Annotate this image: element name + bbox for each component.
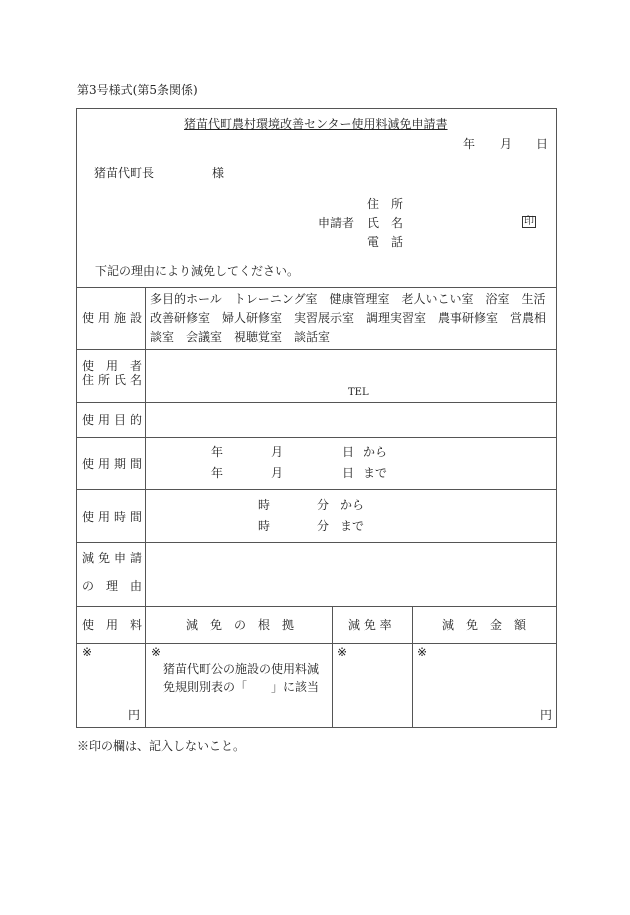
divider [412, 606, 413, 728]
time-from-hour: 時 [258, 498, 271, 512]
time-label: 使用時間 [82, 510, 147, 524]
addressee-honorific: 様 [212, 166, 225, 180]
period-to-year: 年 [211, 466, 224, 480]
facility-label: 使用施設 [82, 311, 147, 325]
user-label: 住所氏名 [82, 373, 147, 387]
time-from: から [340, 498, 365, 512]
divider [76, 643, 557, 644]
basis-text: 免規則別表の「 」に該当 [163, 680, 320, 694]
basis-text: 猪苗代町公の施設の使用料減 [163, 662, 320, 676]
applicant-name-label: 氏 名 [367, 216, 404, 230]
form-title: 猪苗代町農村環境改善センター使用料減免申請書 [184, 117, 448, 131]
facility-line: 多目的ホール トレーニング室 健康管理室 老人いこい室 浴室 生活 [150, 292, 546, 306]
divider [76, 542, 557, 543]
time-to-hour: 時 [258, 519, 271, 533]
divider [76, 437, 557, 438]
amount-header: 減 免 金 額 [442, 618, 527, 632]
divider [76, 489, 557, 490]
divider [332, 606, 333, 728]
divider [76, 402, 557, 403]
fee-header: 使 用 料 [82, 618, 143, 632]
reason-label: 減免申請 [82, 551, 147, 565]
applicant-address-label: 住 所 [367, 197, 404, 211]
basis-header: 減 免 の 根 拠 [186, 618, 295, 632]
divider [76, 287, 557, 288]
time-from-minute: 分 [317, 498, 330, 512]
fee-yen: 円 [128, 708, 141, 722]
period-from: から [363, 445, 388, 459]
time-to-minute: 分 [317, 519, 330, 533]
seal-mark: 印 [524, 216, 534, 227]
amount-yen: 円 [540, 708, 553, 722]
basis-mark: ※ [151, 645, 162, 659]
purpose-label: 使用目的 [82, 413, 147, 427]
divider [145, 287, 146, 728]
applicant-phone-label: 電 話 [367, 235, 404, 249]
period-to-month: 月 [271, 466, 284, 480]
rate-header: 減 免 率 [348, 618, 392, 632]
application-form [76, 108, 557, 728]
tel-label: TEL [348, 387, 369, 398]
period-label: 使用期間 [82, 457, 147, 471]
divider [76, 606, 557, 607]
facility-line: 改善研修室 婦人研修室 実習展示室 調理実習室 農事研修室 営農相 [150, 311, 547, 325]
form-number: 第3号様式(第5条関係) [77, 83, 198, 97]
facility-line: 談室 会議室 視聴覚室 談話室 [150, 330, 331, 344]
date-month: 月 [500, 137, 513, 151]
addressee-name: 猪苗代町長 [94, 166, 155, 180]
time-to: まで [340, 519, 365, 533]
fee-mark: ※ [82, 645, 93, 659]
applicant-label: 申請者 [318, 216, 355, 230]
rate-mark: ※ [337, 645, 348, 659]
period-from-month: 月 [271, 445, 284, 459]
date-year: 年 [463, 137, 476, 151]
request-text: 下記の理由により減免してください。 [95, 264, 300, 278]
reason-label: の 理 由 [82, 579, 143, 593]
user-label: 使 用 者 [82, 359, 143, 373]
period-to: まで [363, 466, 388, 480]
period-from-day: 日 [342, 445, 355, 459]
period-to-day: 日 [342, 466, 355, 480]
footnote: ※印の欄は、記入しないこと。 [77, 739, 246, 753]
divider [76, 349, 557, 350]
amount-mark: ※ [417, 645, 428, 659]
period-from-year: 年 [211, 445, 224, 459]
date-day: 日 [536, 137, 549, 151]
